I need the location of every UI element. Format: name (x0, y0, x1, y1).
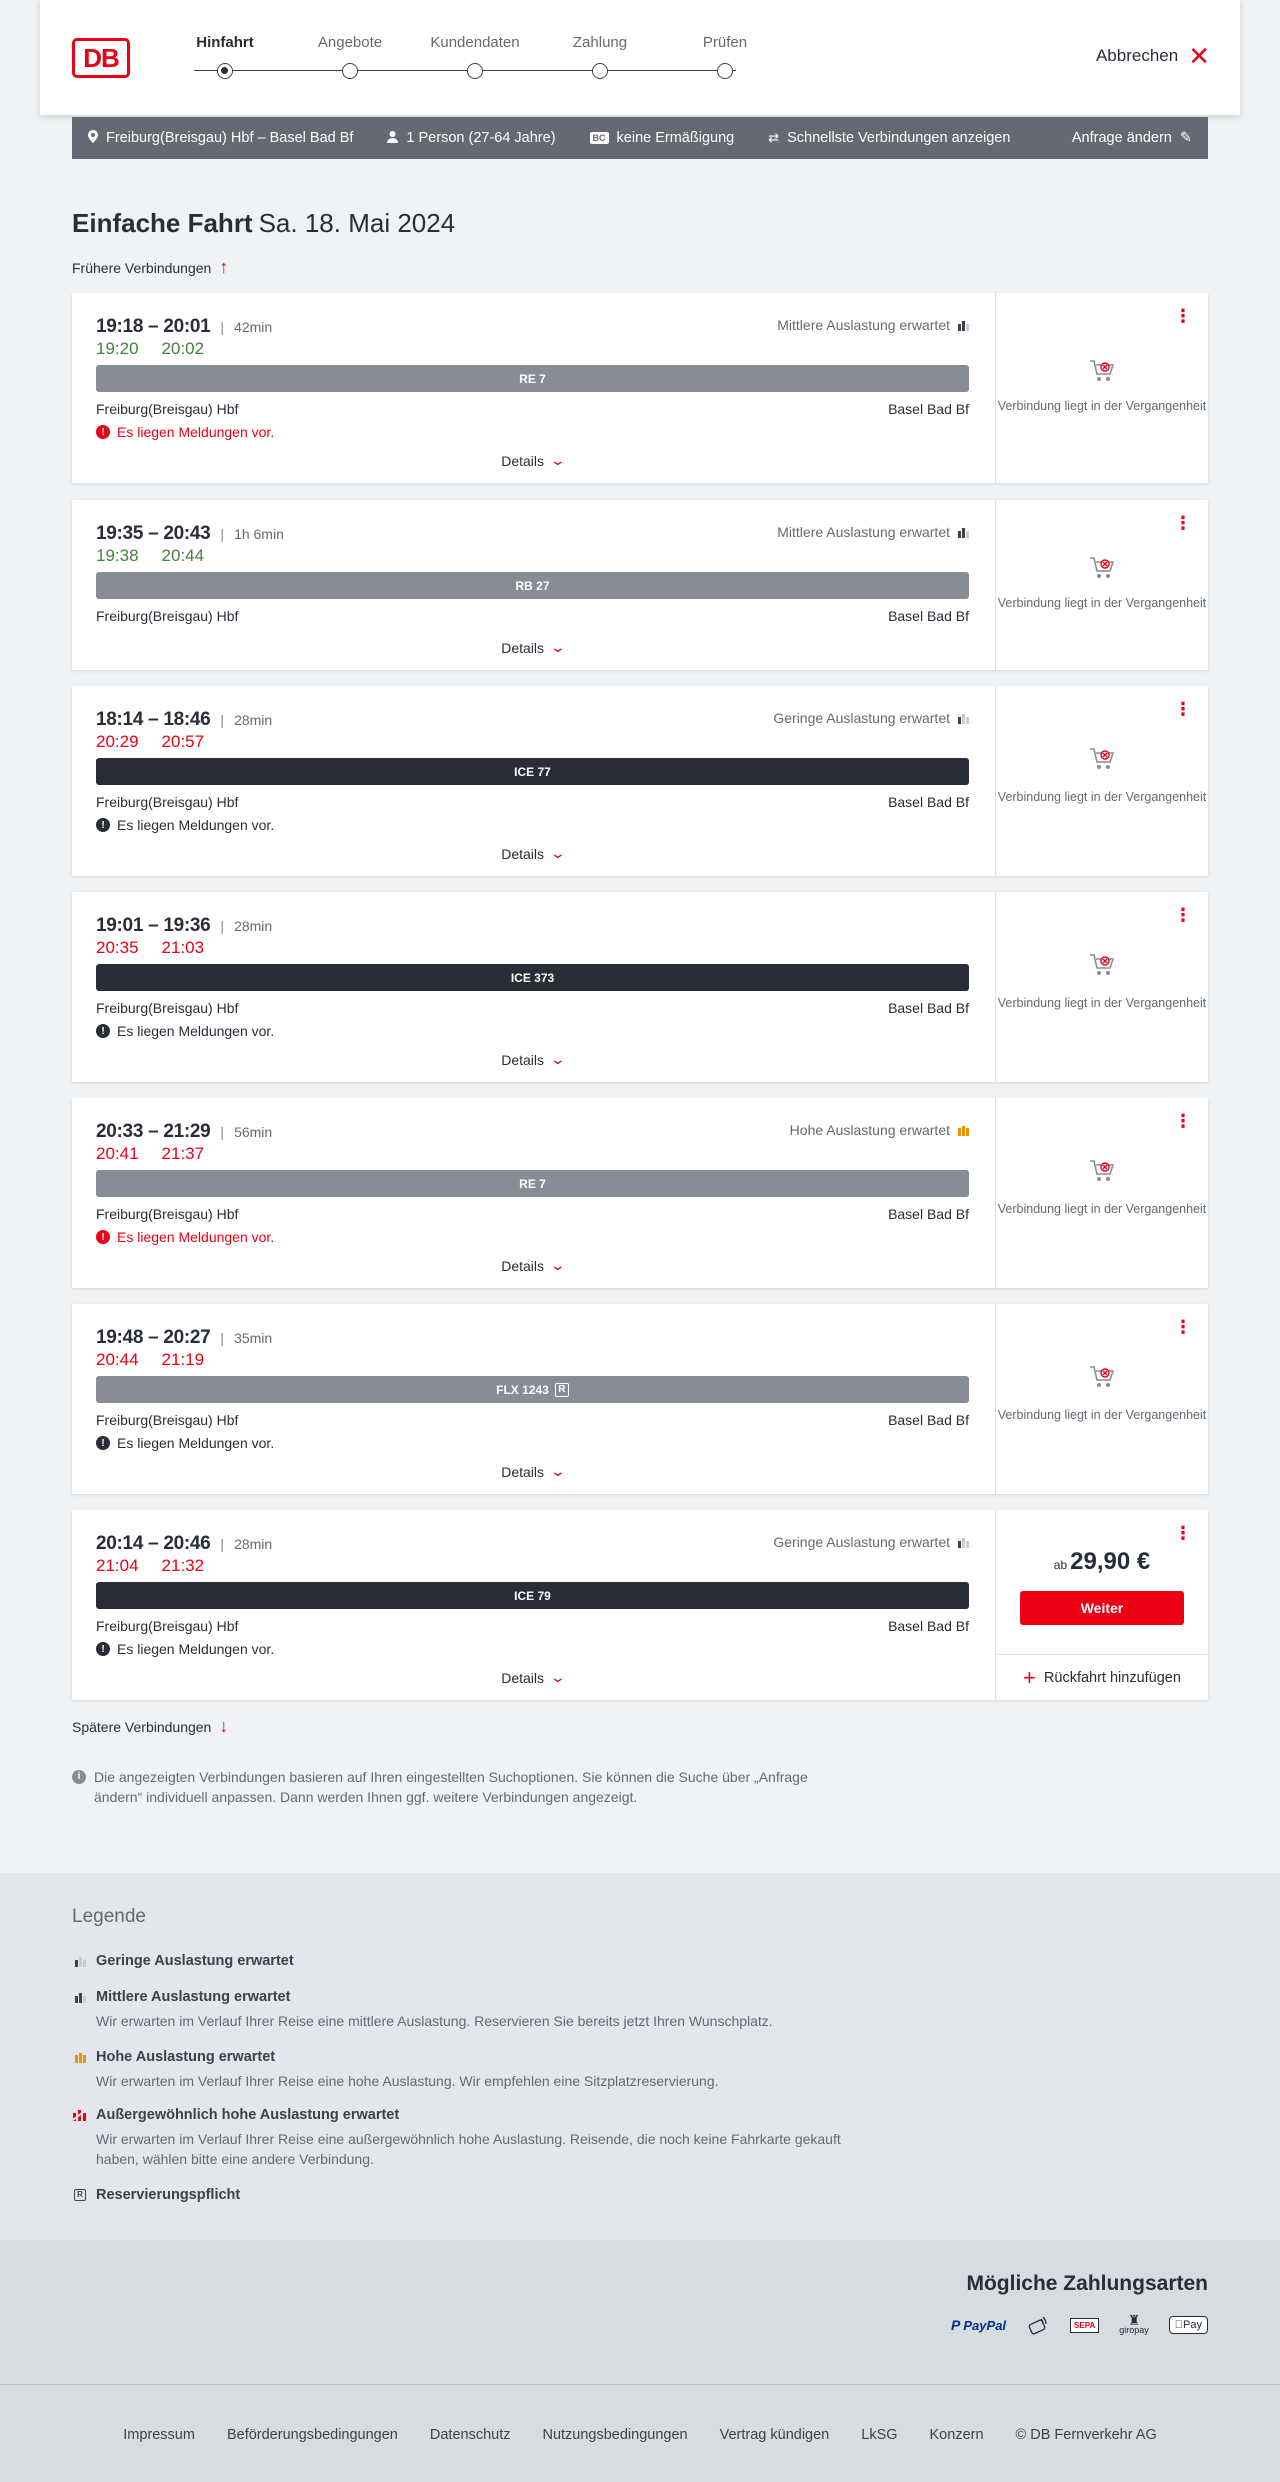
realtime-arrival: 20:57 (161, 732, 205, 751)
connection-main (96, 892, 969, 1082)
swap-arrows-icon: ⇄ (768, 130, 780, 145)
details-label: Details (501, 639, 545, 656)
footer-links (0, 2427, 1280, 2443)
past-connection-text: Verbindung liegt in der Vergangenheit (997, 1408, 1207, 1422)
load-low-icon (72, 1955, 88, 1967)
realtime-departure: 20:41 (96, 1144, 139, 1163)
train-name: ICE 77 (514, 764, 551, 779)
details-label: Details (501, 1257, 545, 1274)
details-label: Details (501, 845, 545, 862)
legend-section (0, 1873, 1280, 2240)
change-request-label: Anfrage ändern (1071, 130, 1172, 146)
duration: 1h 6min (234, 526, 284, 542)
paypal-icon: P PayPal (951, 2317, 1007, 2333)
origin-station: Freiburg(Breisgau) Hbf (96, 794, 239, 810)
past-connection-text: Verbindung liegt in der Vergangenheit (997, 996, 1207, 1010)
connection-side (995, 1304, 1208, 1494)
alert-icon: ! (96, 1024, 110, 1038)
step-line (194, 70, 736, 71)
load-extreme-icon (72, 2109, 88, 2121)
cart-unavailable-icon (1088, 746, 1116, 772)
message-notice[interactable] (96, 1023, 274, 1039)
planned-times: 19:48 – 20:27 (96, 1327, 211, 1348)
legend-item-mid (72, 1989, 852, 2031)
cancel-label: Abbrechen (1095, 46, 1179, 65)
realtime-times (96, 339, 204, 359)
summary-option-text: Schnellste Verbindungen anzeigen (787, 130, 1011, 146)
load-low-icon (958, 1536, 969, 1548)
chevron-down-icon: ⌄ (549, 1669, 567, 1685)
separator: | (220, 319, 225, 335)
origin-station: Freiburg(Breisgau) Hbf (96, 1412, 239, 1428)
person-icon (387, 131, 398, 146)
more-options-icon[interactable]: ⋮ (1174, 1523, 1192, 1543)
details-label: Details (501, 1051, 545, 1068)
train-name: ICE 79 (514, 1588, 551, 1603)
info-icon: i (72, 1770, 86, 1784)
sepa-icon (1070, 2318, 1099, 2333)
details-label: Details (501, 1669, 545, 1686)
realtime-arrival: 21:32 (161, 1556, 205, 1575)
footer (0, 2384, 1280, 2482)
alert-icon: ! (96, 425, 110, 439)
message-text: Es liegen Meldungen vor. (117, 424, 275, 440)
details-toggle[interactable] (96, 1463, 969, 1480)
connection-times (96, 1327, 272, 1349)
alert-icon: ! (96, 818, 110, 832)
realtime-departure: 21:04 (96, 1556, 139, 1575)
footer-link-befoerderungsbedingungen[interactable]: Beförderungsbedingungen (226, 2427, 398, 2443)
message-text: Es liegen Meldungen vor. (117, 1435, 275, 1451)
chevron-down-icon: ⌄ (549, 1051, 567, 1067)
add-return-trip-button[interactable] (996, 1654, 1208, 1700)
load-low-icon (958, 712, 969, 724)
summary-discount (590, 130, 735, 146)
chevron-down-icon: ⌄ (549, 1257, 567, 1273)
search-summary-bar (72, 117, 1208, 159)
details-label: Details (501, 452, 545, 469)
chevron-down-icon: ⌄ (549, 639, 567, 655)
step-dot (592, 63, 608, 79)
realtime-arrival: 20:44 (161, 546, 205, 565)
later-connections-label: Spätere Verbindungen (72, 1718, 212, 1735)
duration: 35min (234, 1330, 273, 1346)
past-connection-text: Verbindung liegt in der Vergangenheit (997, 399, 1207, 413)
planned-times: 20:33 – 21:29 (96, 1121, 211, 1142)
arrow-down-icon: ↓ (219, 1716, 229, 1736)
train-name: FLX 1243 (496, 1382, 549, 1397)
apple-pay-icon (1169, 2316, 1208, 2334)
load-high-icon (72, 2051, 88, 2063)
message-notice[interactable] (96, 1229, 274, 1245)
cancel-button[interactable] (1095, 41, 1210, 71)
message-text: Es liegen Meldungen vor. (117, 817, 275, 833)
cart-unavailable-icon (1088, 1158, 1116, 1184)
step-hinfahrt (170, 34, 280, 56)
separator: | (220, 1124, 225, 1140)
load-text: Geringe Auslastung erwartet (773, 710, 950, 726)
details-toggle[interactable] (96, 845, 969, 862)
payment-methods (951, 2314, 1208, 2336)
giropay-glyph: ♜ (1127, 2312, 1141, 2328)
duration: 28min (234, 1536, 273, 1552)
load-indicator (777, 524, 969, 540)
details-toggle[interactable] (96, 1257, 969, 1274)
message-text: Es liegen Meldungen vor. (117, 1229, 275, 1245)
connection-times (96, 915, 272, 937)
connection-side (995, 1510, 1208, 1700)
payment-title: Mögliche Zahlungsarten (966, 2272, 1208, 2295)
train-bar[interactable] (96, 572, 969, 599)
connection-main (96, 1304, 969, 1494)
bahncard-icon: BC (590, 132, 609, 144)
price-display (996, 1548, 1208, 1576)
duration: 28min (234, 918, 273, 934)
realtime-times (96, 1144, 204, 1164)
connection-main (96, 1098, 969, 1288)
more-options-icon[interactable]: ⋮ (1174, 1317, 1192, 1337)
more-options-icon[interactable]: ⋮ (1174, 1111, 1192, 1131)
connection-times (96, 1121, 272, 1143)
realtime-arrival: 21:37 (161, 1144, 205, 1163)
footer-link-datenschutz[interactable]: Datenschutz (429, 2427, 511, 2443)
connection-main (96, 686, 969, 876)
origin-station: Freiburg(Breisgau) Hbf (96, 1618, 239, 1634)
cart-unavailable-icon (1088, 1364, 1116, 1390)
message-text: Es liegen Meldungen vor. (117, 1641, 275, 1657)
load-text: Hohe Auslastung erwartet (789, 1122, 950, 1138)
step-label: Kundendaten (430, 34, 520, 51)
destination-station: Basel Bad Bf (888, 794, 969, 810)
connection-card (72, 293, 1208, 483)
planned-times: 19:35 – 20:43 (96, 523, 211, 544)
realtime-times (96, 938, 204, 958)
page-title (72, 208, 455, 239)
legend-description: Wir erwarten im Verlauf Ihrer Reise eine hohe Auslastung. Wir empfehlen eine Sitzplatzreservierung. (96, 2073, 719, 2089)
location-pin-icon (88, 130, 98, 146)
destination-station: Basel Bad Bf (888, 401, 969, 417)
legend-item-extreme (72, 2107, 852, 2169)
past-connection-text: Verbindung liegt in der Vergangenheit (997, 790, 1207, 804)
step-dot (342, 63, 358, 79)
details-toggle[interactable] (96, 639, 969, 656)
load-indicator (773, 710, 969, 726)
progress-steps (170, 34, 760, 84)
step-dot (717, 63, 733, 79)
connection-card (72, 500, 1208, 670)
legend-description: Wir erwarten im Verlauf Ihrer Reise eine mittlere Auslastung. Reservieren Sie bereits jetzt Ihren Wunschplatz. (96, 2013, 773, 2029)
payment-section (0, 2240, 1280, 2384)
planned-times: 19:18 – 20:01 (96, 316, 211, 337)
alert-icon: ! (96, 1642, 110, 1656)
connection-card (72, 1098, 1208, 1288)
realtime-departure: 20:29 (96, 732, 139, 751)
load-text: Mittlere Auslastung erwartet (777, 524, 950, 540)
step-dot (467, 63, 483, 79)
price-value: 29,90 € (1070, 1548, 1151, 1575)
summary-discount-text: keine Ermäßigung (616, 130, 735, 146)
cart-unavailable-icon (1088, 952, 1116, 978)
legend-label: Reservierungspflicht (96, 2187, 241, 2203)
legend-head (72, 1989, 852, 2005)
origin-station: Freiburg(Breisgau) Hbf (96, 608, 239, 624)
giropay-label: giropay (1119, 2325, 1149, 2335)
connection-times (96, 316, 272, 338)
reservation-required-icon (72, 2189, 88, 2201)
step-label: Prüfen (702, 34, 748, 51)
alert-icon: ! (96, 1230, 110, 1244)
legend-head (72, 1953, 852, 1969)
connection-side (995, 500, 1208, 670)
earlier-connections-label: Frühere Verbindungen (72, 259, 212, 276)
past-connection-text: Verbindung liegt in der Vergangenheit (997, 596, 1207, 610)
footer-link-impressum[interactable]: Impressum (123, 2427, 195, 2443)
header-area (0, 0, 1280, 115)
summary-passengers (387, 130, 555, 146)
message-notice[interactable] (96, 424, 274, 440)
price-prefix: ab (1053, 1558, 1068, 1572)
details-toggle[interactable] (96, 1051, 969, 1068)
origin-station: Freiburg(Breisgau) Hbf (96, 1000, 239, 1016)
destination-station: Basel Bad Bf (888, 1000, 969, 1016)
realtime-arrival: 21:19 (161, 1350, 205, 1369)
destination-station: Basel Bad Bf (888, 1206, 969, 1222)
message-notice[interactable] (96, 817, 274, 833)
legend-head (72, 2107, 852, 2123)
load-text: Mittlere Auslastung erwartet (777, 317, 950, 333)
train-bar[interactable] (96, 365, 969, 392)
load-high-icon (958, 1124, 969, 1136)
duration: 56min (234, 1124, 273, 1140)
train-bar[interactable] (96, 758, 969, 785)
step-label: Hinfahrt (196, 34, 254, 51)
separator: | (220, 918, 225, 934)
connection-card (72, 1510, 1208, 1700)
footer-link-lksg[interactable]: LkSG (861, 2427, 898, 2443)
details-toggle[interactable] (96, 1669, 969, 1686)
contactless-card-icon (1026, 2314, 1050, 2336)
more-options-icon[interactable]: ⋮ (1174, 513, 1192, 533)
origin-station: Freiburg(Breisgau) Hbf (96, 1206, 239, 1222)
planned-times: 20:14 – 20:46 (96, 1533, 211, 1554)
connection-main (96, 293, 969, 483)
origin-station: Freiburg(Breisgau) Hbf (96, 401, 239, 417)
past-connection-text: Verbindung liegt in der Vergangenheit (997, 1202, 1207, 1216)
load-text: Geringe Auslastung erwartet (773, 1534, 950, 1550)
realtime-times (96, 1350, 204, 1370)
realtime-times (96, 546, 204, 566)
train-bar[interactable] (96, 1376, 969, 1403)
connection-main (96, 500, 969, 670)
load-mid-icon (958, 319, 969, 331)
separator: | (220, 1330, 225, 1346)
connection-side (995, 686, 1208, 876)
connection-main (96, 1510, 969, 1700)
message-text: Es liegen Meldungen vor. (117, 1023, 275, 1039)
footer-link-vertrag-kuendigen[interactable]: Vertrag kündigen (719, 2427, 830, 2443)
train-name: ICE 373 (510, 970, 555, 985)
realtime-departure: 20:35 (96, 938, 139, 957)
connection-times (96, 1533, 272, 1555)
footer-link-konzern[interactable]: Konzern (929, 2427, 984, 2443)
close-icon: ✕ (1188, 41, 1210, 71)
sepa-label: SEPA (1074, 2320, 1096, 2330)
train-name: RE 7 (519, 1176, 546, 1191)
train-bar[interactable] (96, 1582, 969, 1609)
connection-side (995, 1098, 1208, 1288)
add-return-trip-label: Rückfahrt hinzufügen (1043, 1669, 1181, 1686)
info-notice (72, 1767, 852, 1807)
legend-label: Geringe Auslastung erwartet (96, 1953, 294, 1969)
destination-station: Basel Bad Bf (888, 1412, 969, 1428)
continue-button[interactable]: Weiter (1020, 1591, 1184, 1625)
step-label: Zahlung (572, 34, 628, 51)
train-name: RE 7 (519, 371, 546, 386)
load-indicator (777, 317, 969, 333)
info-text: Die angezeigten Verbindungen basieren auf Ihren eingestellten Suchoptionen. Sie können die Suche über „Anfrage ändern“ individuell anpassen. Dann werden Ihnen ggf. weitere Verbindungen angezeigt. (94, 1769, 808, 1805)
realtime-times (96, 1556, 204, 1576)
trip-type: Einfache Fahrt (72, 208, 253, 238)
arrow-up-icon: ↑ (219, 257, 229, 277)
legend-label: Hohe Auslastung erwartet (96, 2049, 276, 2065)
header (40, 0, 1240, 115)
step-dot-active (217, 63, 233, 79)
alert-icon: ! (96, 1436, 110, 1450)
connection-side (995, 892, 1208, 1082)
realtime-departure: 19:20 (96, 339, 139, 358)
step-zahlung (545, 34, 655, 56)
giropay-icon (1119, 2312, 1149, 2335)
details-toggle[interactable] (96, 452, 969, 469)
connection-side (995, 293, 1208, 483)
step-label: Angebote (317, 34, 383, 51)
details-label: Details (501, 1463, 545, 1480)
legend-item-low (72, 1953, 852, 1969)
legend-item-high (72, 2049, 852, 2091)
connection-card (72, 1304, 1208, 1494)
realtime-arrival: 20:02 (161, 339, 205, 358)
duration: 28min (234, 712, 273, 728)
more-options-icon[interactable]: ⋮ (1174, 905, 1192, 925)
reservation-required-icon: R (555, 1383, 569, 1397)
legend-label: Außergewöhnlich hohe Auslastung erwartet (96, 2107, 400, 2123)
summary-route (88, 130, 353, 146)
separator: | (220, 526, 225, 542)
legend-description: Wir erwarten im Verlauf Ihrer Reise eine außergewöhnlich hohe Auslastung. Reisende, die noch keine Fahrkarte gekauft haben, wählen bitte eine andere Verbindung. (96, 2131, 841, 2167)
realtime-departure: 20:44 (96, 1350, 139, 1369)
realtime-departure: 19:38 (96, 546, 139, 565)
cart-unavailable-icon (1088, 555, 1116, 581)
summary-passengers-text: 1 Person (27-64 Jahre) (406, 130, 556, 146)
summary-option (768, 130, 1010, 146)
more-options-icon[interactable]: ⋮ (1174, 699, 1192, 719)
legend-title: Legende (72, 1906, 146, 1927)
plus-icon: + (1023, 1664, 1036, 1690)
train-name: RB 27 (515, 578, 550, 593)
destination-station: Basel Bad Bf (888, 1618, 969, 1634)
destination-station: Basel Bad Bf (888, 608, 969, 624)
separator: | (220, 712, 225, 728)
db-logo[interactable]: DB (72, 38, 130, 78)
connection-card (72, 892, 1208, 1082)
cart-unavailable-icon (1088, 358, 1116, 384)
planned-times: 19:01 – 19:36 (96, 915, 211, 936)
earlier-connections-link[interactable] (72, 257, 228, 278)
connection-times (96, 709, 272, 731)
message-notice[interactable] (96, 1435, 274, 1451)
apple-pay-label: Pay (1183, 2319, 1202, 2331)
separator: | (220, 1536, 225, 1552)
chevron-down-icon: ⌄ (549, 845, 567, 861)
legend-head (72, 2187, 852, 2203)
footer-link-nutzungsbedingungen[interactable]: Nutzungsbedingungen (542, 2427, 688, 2443)
footer-copyright: © DB Fernverkehr AG (1015, 2427, 1157, 2443)
chevron-down-icon: ⌄ (549, 1463, 567, 1479)
load-mid-icon (72, 1991, 88, 2003)
message-notice[interactable] (96, 1641, 274, 1657)
paypal-label: PayPal (963, 2317, 1007, 2333)
legend-item-reservation (72, 2187, 852, 2203)
trip-date: Sa. 18. Mai 2024 (258, 208, 456, 238)
load-indicator (773, 1534, 969, 1550)
planned-times: 18:14 – 18:46 (96, 709, 211, 730)
load-indicator (790, 1122, 969, 1138)
realtime-arrival: 21:03 (161, 938, 205, 957)
change-request-button[interactable] (1072, 130, 1192, 146)
duration: 42min (234, 319, 273, 335)
connection-card (72, 686, 1208, 876)
reservation-badge: R (74, 2189, 86, 2201)
later-connections-link[interactable] (72, 1716, 228, 1737)
train-bar[interactable] (96, 1170, 969, 1197)
legend-head (72, 2049, 852, 2065)
more-options-icon[interactable]: ⋮ (1174, 306, 1192, 326)
load-mid-icon (958, 526, 969, 538)
chevron-down-icon: ⌄ (549, 452, 567, 468)
pencil-icon: ✎ (1179, 130, 1192, 146)
step-angebote (295, 34, 405, 56)
train-bar[interactable] (96, 964, 969, 991)
summary-route-text: Freiburg(Breisgau) Hbf – Basel Bad Bf (106, 130, 354, 146)
legend-label: Mittlere Auslastung erwartet (96, 1989, 291, 2005)
connection-times (96, 523, 284, 545)
step-pruefen (670, 34, 780, 56)
realtime-times (96, 732, 204, 752)
step-kundendaten (420, 34, 530, 56)
